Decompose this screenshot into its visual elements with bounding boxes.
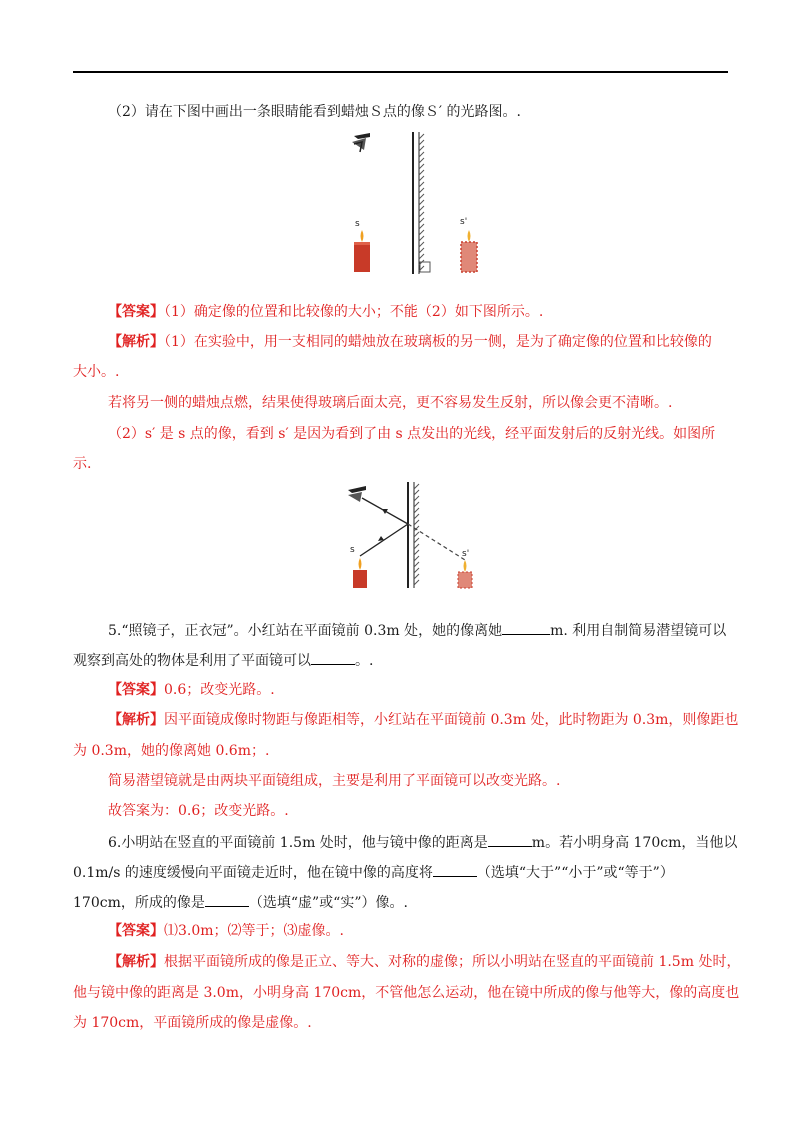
answer-tag: 【答案】	[108, 682, 164, 698]
q5-analysis-line1: 【解析】因平面镜成像时物距与像距相等，小红站在平面镜前 0.3m 处，此时物距为 0.3m，则像距也	[108, 712, 739, 728]
analysis-tag: 【解析】	[108, 334, 164, 350]
answer-blank[interactable]	[502, 620, 550, 635]
answer-blank[interactable]	[433, 862, 477, 877]
label-s: s	[350, 545, 355, 555]
answer-blank[interactable]	[488, 832, 532, 847]
answer-text: （1）确定像的位置和比较像的大小；不能（2）如下图所示。.	[164, 304, 544, 320]
question-5-line1: 5.“照镜子，正衣冠”。小红站在平面镜前 0.3m 处，她的像离她 m. 利用自制简易潜望镜可以	[108, 620, 726, 640]
question-6-line3: 170cm，所成的像是 （选填“虚”或“实”）像。.	[73, 892, 408, 912]
q4-analysis-line5: 示.	[73, 456, 92, 472]
q4-answer	[108, 303, 543, 321]
answer-tag: 【答案】	[108, 304, 164, 320]
q4-analysis-line3: 若将另一侧的蜡烛点燃，结果使得玻璃后面太亮，更不容易发生反射，所以像会更不清晰。.	[108, 395, 673, 411]
figure-mirror-setup	[340, 128, 485, 276]
q6-analysis-line3: 为 170cm，平面镜所成的像是虚像。.	[73, 1015, 312, 1031]
header-rule	[73, 71, 728, 73]
q6-answer: 【答案】⑴3.0m；⑵等于；⑶虚像。.	[108, 923, 344, 939]
label-s-prime: s'	[462, 549, 470, 559]
figure-light-path	[340, 480, 485, 592]
q5-analysis-line4: 故答案为：0.6；改变光路。.	[108, 803, 289, 819]
question-4-part2: （2）请在下图中画出一条眼睛能看到蜡烛Ｓ点的像Ｓ′ 的光路图。.	[108, 104, 521, 120]
answer-blank[interactable]	[311, 650, 355, 665]
question-6-line2: 0.1m/s 的速度缓慢向平面镜走近时，他在镜中像的高度将 （选填“大于”“小于”或“等于”）	[73, 862, 674, 882]
q4-analysis-line4: （2）s′ 是 s 点的像，看到 s′ 是因为看到了由 s 点发出的光线，经平面发射后的反射光线。如图所	[108, 426, 716, 442]
answer-tag: 【答案】	[108, 923, 164, 939]
q5-analysis-line2: 为 0.3m，她的像离她 0.6m；.	[73, 743, 270, 759]
question-5-line2: 观察到高处的物体是利用了平面镜可以 。.	[73, 650, 373, 670]
label-s: s	[355, 219, 360, 229]
analysis-tag: 【解析】	[108, 712, 164, 728]
label-s-prime: s'	[460, 217, 468, 227]
q5-analysis-line3: 简易潜望镜就是由两块平面镜组成，主要是利用了平面镜可以改变光路。.	[108, 773, 561, 789]
q4-analysis-line2: 大小。.	[73, 364, 120, 380]
q5-answer: 【答案】0.6；改变光路。.	[108, 682, 275, 698]
q6-analysis-line2: 他与镜中像的距离是 3.0m，小明身高 170cm，不管他怎么运动，他在镜中所成的像与他等大，像的高度也	[73, 985, 740, 1001]
analysis-tag: 【解析】	[108, 954, 164, 970]
q6-analysis-line1: 【解析】根据平面镜所成的像是正立、等大、对称的虚像；所以小明站在竖直的平面镜前 1.5m 处时，	[108, 954, 741, 970]
q4-analysis-line1: 【解析】（1）在实验中，用一支相同的蜡烛放在玻璃板的另一侧，是为了确定像的位置和比较像的	[108, 334, 712, 350]
question-6-line1: 6.小明站在竖直的平面镜前 1.5m 处时，他与镜中像的距离是 m。若小明身高 170cm，当他以	[108, 832, 737, 852]
answer-blank[interactable]	[205, 892, 249, 907]
